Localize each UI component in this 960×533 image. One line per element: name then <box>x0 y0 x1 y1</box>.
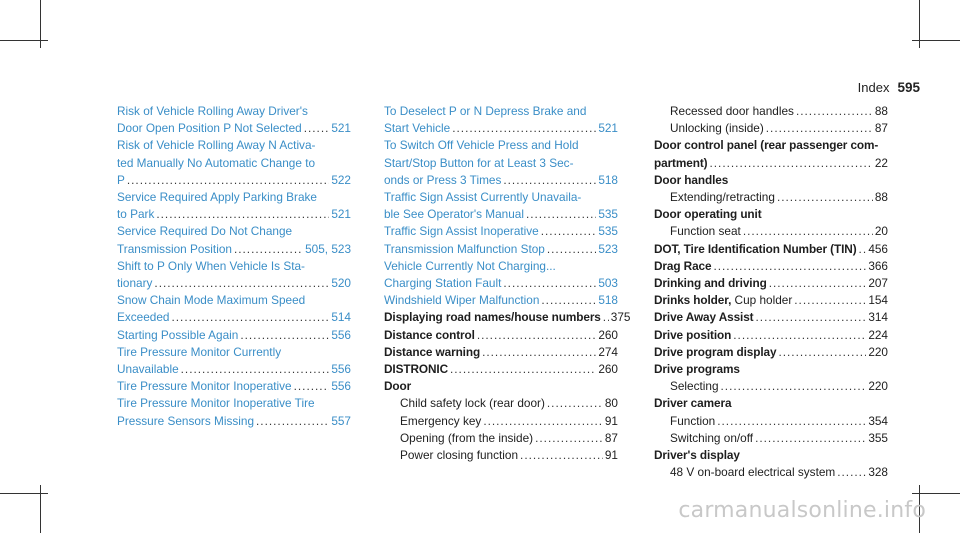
index-entry[interactable] <box>654 189 888 206</box>
page-ref[interactable]: 88 <box>874 104 888 118</box>
entry-text: Unavailable <box>117 362 179 377</box>
entry-text: Unlocking (inside) <box>670 121 764 136</box>
leader-dots <box>234 241 303 258</box>
page-ref[interactable]: 556 <box>331 362 351 377</box>
leader-dots <box>256 413 329 430</box>
index-entry[interactable] <box>384 413 618 430</box>
index-entry[interactable] <box>654 344 888 361</box>
leader-dots <box>547 395 603 412</box>
entry-text: Traffic Sign Assist Currently Unavaila- <box>384 190 582 205</box>
leader-dots <box>755 430 866 447</box>
entry-text: Recessed door handles <box>670 104 794 118</box>
leader-dots <box>837 464 866 481</box>
leader-dots <box>603 309 609 326</box>
entry-text: Power closing function <box>400 448 519 463</box>
index-entry[interactable] <box>384 344 618 361</box>
entry-text: Drive Away Assist <box>654 310 754 325</box>
page-ref[interactable]: 535 <box>598 224 618 239</box>
entry-text: Shift to P Only When Vehicle Is Sta- <box>117 258 305 273</box>
index-entry[interactable] <box>654 413 888 430</box>
index-entry[interactable] <box>384 430 618 447</box>
index-entry[interactable] <box>384 241 618 258</box>
index-entry[interactable] <box>384 327 618 344</box>
page-ref[interactable]: 207 <box>868 276 888 291</box>
page-ref[interactable]: 80 <box>604 396 618 411</box>
entry-text: Drive programs <box>654 362 740 377</box>
leader-dots <box>482 344 596 361</box>
index-entry[interactable] <box>654 223 888 240</box>
index-entry[interactable] <box>384 223 618 240</box>
leader-dots <box>181 361 330 378</box>
index-column-3 <box>654 103 888 481</box>
leader-dots <box>721 378 867 395</box>
index-entry[interactable] <box>654 172 888 189</box>
entry-text: Start Vehicle <box>384 121 451 136</box>
index-entry[interactable] <box>654 309 888 326</box>
header-title: Index <box>857 80 890 95</box>
entry-text: Door operating unit <box>654 207 762 222</box>
index-entry[interactable] <box>654 103 888 120</box>
entry-text: To Deselect P or N Depress Brake and <box>384 104 587 118</box>
leader-dots <box>535 430 603 447</box>
leader-dots <box>794 292 866 309</box>
leader-dots <box>526 206 596 223</box>
entry-text: Drinking and driving <box>654 276 767 291</box>
page-ref[interactable]: 518 <box>598 172 618 187</box>
entry-text: tionary <box>117 276 153 291</box>
page-header <box>858 80 920 95</box>
leader-dots <box>450 361 596 378</box>
leader-dots <box>520 447 603 464</box>
index-entry[interactable] <box>654 258 888 275</box>
leader-dots <box>294 378 330 395</box>
leader-dots <box>756 309 867 326</box>
index-entry[interactable] <box>117 103 351 137</box>
page-ref[interactable]: 274 <box>598 344 618 359</box>
leader-dots <box>452 120 596 137</box>
crop-mark <box>0 40 48 41</box>
page-ref[interactable]: 556 <box>331 379 351 394</box>
entry-text: Transmission Malfunction Stop <box>384 241 545 256</box>
leader-dots <box>766 120 873 137</box>
page-ref[interactable]: 505, 523 <box>305 241 351 256</box>
page-ref[interactable]: 22 <box>874 155 888 170</box>
page-ref[interactable]: 522 <box>331 172 351 187</box>
entry-text: DISTRONIC <box>384 362 448 377</box>
page-ref[interactable]: 535 <box>598 207 618 222</box>
entry-text: Tire Pressure Monitor Inoperative Tire <box>117 396 315 411</box>
entry-text: to Park <box>117 207 155 222</box>
index-entry[interactable] <box>117 292 351 326</box>
page-ref[interactable]: 375 <box>610 310 631 325</box>
page-ref[interactable]: 523 <box>598 241 618 256</box>
entry-text: Drive position <box>654 327 732 342</box>
index-entry[interactable] <box>384 189 618 223</box>
index-entry[interactable] <box>654 395 888 412</box>
index-entry[interactable] <box>384 395 618 412</box>
entry-text: Function <box>670 413 716 428</box>
page-ref[interactable]: 260 <box>598 327 618 342</box>
leader-dots <box>778 344 866 361</box>
page-ref[interactable]: 314 <box>868 310 888 325</box>
page-ref[interactable]: 87 <box>604 430 618 445</box>
index-entry[interactable] <box>117 223 351 257</box>
index-entry[interactable] <box>384 361 618 378</box>
page-ref[interactable]: 260 <box>598 362 618 377</box>
entry-text: Tire Pressure Monitor Currently <box>117 344 282 359</box>
entry-text: Function seat <box>670 224 741 239</box>
entry-text: Snow Chain Mode Maximum Speed <box>117 293 306 308</box>
entry-text: Risk of Vehicle Rolling Away N Activa- <box>117 138 316 153</box>
leader-dots <box>541 292 596 309</box>
page-ref[interactable]: 556 <box>331 327 351 342</box>
page-ref[interactable]: 518 <box>598 293 618 308</box>
entry-text: Drag Race <box>654 258 712 273</box>
entry-text: DOT, Tire Identification Number (TIN) <box>654 241 857 256</box>
entry-text: Distance control <box>384 327 475 342</box>
page-ref[interactable]: 521 <box>331 121 351 136</box>
index-entry[interactable] <box>384 378 618 395</box>
index-entry[interactable] <box>384 447 618 464</box>
index-entry[interactable] <box>654 430 888 447</box>
page-ref[interactable]: 91 <box>604 413 618 428</box>
entry-text: Emergency key <box>400 413 482 428</box>
leader-dots <box>796 103 873 120</box>
index-entry[interactable] <box>117 258 351 292</box>
page-ref[interactable]: 520 <box>331 276 351 291</box>
entry-text: Distance warning <box>384 344 481 359</box>
page-ref[interactable]: 503 <box>598 276 618 291</box>
leader-dots <box>156 206 329 223</box>
leader-dots <box>733 327 866 344</box>
index-entry[interactable] <box>117 327 351 344</box>
entry-keyword: Drinks holder, <box>654 293 732 308</box>
page-ref[interactable]: 91 <box>604 448 618 463</box>
entry-text: ble See Operator's Manual <box>384 207 524 222</box>
index-entry[interactable] <box>384 309 631 326</box>
index-entry[interactable] <box>117 344 351 378</box>
index-entry[interactable] <box>384 103 618 137</box>
index-column-2 <box>384 103 631 464</box>
entry-text: onds or Press 3 Times <box>384 172 502 187</box>
index-entry[interactable] <box>384 137 618 189</box>
page-ref[interactable]: 88 <box>874 190 888 205</box>
entry-text: Opening (from the inside) <box>400 430 534 445</box>
index-entry[interactable] <box>384 258 618 292</box>
page-ref[interactable]: 354 <box>868 413 888 428</box>
entry-text: Door handles <box>654 172 729 187</box>
entry-text: To Switch Off Vehicle Press and Hold <box>384 138 579 153</box>
entry-text: Windshield Wiper Malfunction <box>384 293 540 308</box>
page-ref[interactable]: 514 <box>331 310 351 325</box>
entry-text: Start/Stop Button for at Least 3 Sec- <box>384 155 574 170</box>
entry-text: Door <box>384 379 412 394</box>
entry-text: Traffic Sign Assist Inoperative <box>384 224 539 239</box>
index-entry[interactable] <box>654 447 888 464</box>
page-number: 595 <box>897 80 920 95</box>
index-column-1 <box>117 103 351 430</box>
entry-text: Tire Pressure Monitor Inoperative <box>117 379 292 394</box>
entry-text: Driver's display <box>654 448 740 463</box>
leader-dots <box>541 223 597 240</box>
entry-text: partment) <box>654 155 708 170</box>
leader-dots <box>710 155 873 172</box>
entry-text: 48 V on-board electrical system <box>670 465 836 480</box>
page-ref[interactable]: 355 <box>868 430 888 445</box>
page-ref[interactable]: 154 <box>868 293 888 308</box>
index-entry[interactable] <box>654 378 888 395</box>
crop-mark <box>0 493 48 494</box>
entry-text: Extending/retracting <box>670 190 775 205</box>
leader-dots <box>240 327 329 344</box>
leader-dots <box>304 120 330 137</box>
crop-mark <box>912 40 960 41</box>
page-ref[interactable]: 220 <box>868 379 888 394</box>
entry-text: Charging Station Fault <box>384 276 502 291</box>
leader-dots <box>743 223 873 240</box>
index-entry[interactable] <box>117 395 351 429</box>
page-ref[interactable]: 557 <box>331 413 351 428</box>
entry-text: Drive program display <box>654 344 777 359</box>
page-ref[interactable]: 224 <box>868 327 888 342</box>
index-entry[interactable] <box>654 464 888 481</box>
crop-mark <box>912 493 960 494</box>
entry-text: Driver camera <box>654 396 732 411</box>
page-ref[interactable]: 366 <box>868 258 888 273</box>
leader-dots <box>503 172 596 189</box>
entry-text: Pressure Sensors Missing <box>117 413 255 428</box>
index-entry[interactable] <box>384 292 618 309</box>
page-ref[interactable]: 328 <box>868 465 888 480</box>
index-entry[interactable] <box>117 137 351 189</box>
leader-dots <box>483 413 603 430</box>
index-entry[interactable] <box>117 189 351 223</box>
index-entry[interactable] <box>654 327 888 344</box>
leader-dots <box>769 275 867 292</box>
entry-text: Risk of Vehicle Rolling Away Driver's <box>117 104 308 118</box>
index-entry[interactable] <box>654 361 888 378</box>
entry-text: Child safety lock (rear door) <box>400 396 545 411</box>
leader-dots <box>713 258 866 275</box>
index-entry[interactable] <box>654 241 888 258</box>
leader-dots <box>717 413 866 430</box>
page-ref[interactable]: 456 <box>868 241 888 256</box>
entry-text: Door Open Position P Not Selected <box>117 121 302 136</box>
entry-text: Displaying road names/house numbers <box>384 310 601 325</box>
entry-text: Transmission Position <box>117 241 232 256</box>
page-ref[interactable]: 521 <box>598 121 618 136</box>
entry-text: Exceeded <box>117 310 170 325</box>
entry-text <box>654 292 792 309</box>
watermark: carmanualsonline.info <box>678 498 926 523</box>
entry-text: Starting Possible Again <box>117 327 239 342</box>
index-entry[interactable] <box>117 378 351 395</box>
leader-dots <box>859 241 867 258</box>
index-entry[interactable] <box>654 275 888 292</box>
leader-dots <box>171 309 329 326</box>
leader-dots <box>127 172 329 189</box>
entry-text: Selecting <box>670 379 719 394</box>
leader-dots <box>547 241 596 258</box>
leader-dots <box>777 189 873 206</box>
index-entry[interactable] <box>654 206 888 223</box>
entry-text: Switching on/off <box>670 430 754 445</box>
entry-text: Door control panel (rear passenger com- <box>654 138 879 153</box>
entry-text: Service Required Do Not Change <box>117 224 293 239</box>
leader-dots <box>503 275 596 292</box>
index-entry[interactable] <box>654 137 888 171</box>
entry-text: Vehicle Currently Not Charging... <box>384 258 556 273</box>
index-entry[interactable] <box>654 292 888 309</box>
leader-dots <box>477 327 596 344</box>
entry-text: ted Manually No Automatic Change to <box>117 155 316 170</box>
entry-text: Service Required Apply Parking Brake <box>117 190 317 205</box>
page-ref[interactable]: 87 <box>874 121 888 136</box>
page-ref[interactable]: 521 <box>331 207 351 222</box>
entry-text: P <box>117 172 125 187</box>
index-entry[interactable] <box>654 120 888 137</box>
page-ref[interactable]: 20 <box>874 224 888 239</box>
leader-dots <box>154 275 329 292</box>
entry-subtext: Cup holder <box>731 293 793 308</box>
page-ref[interactable]: 220 <box>868 344 888 359</box>
